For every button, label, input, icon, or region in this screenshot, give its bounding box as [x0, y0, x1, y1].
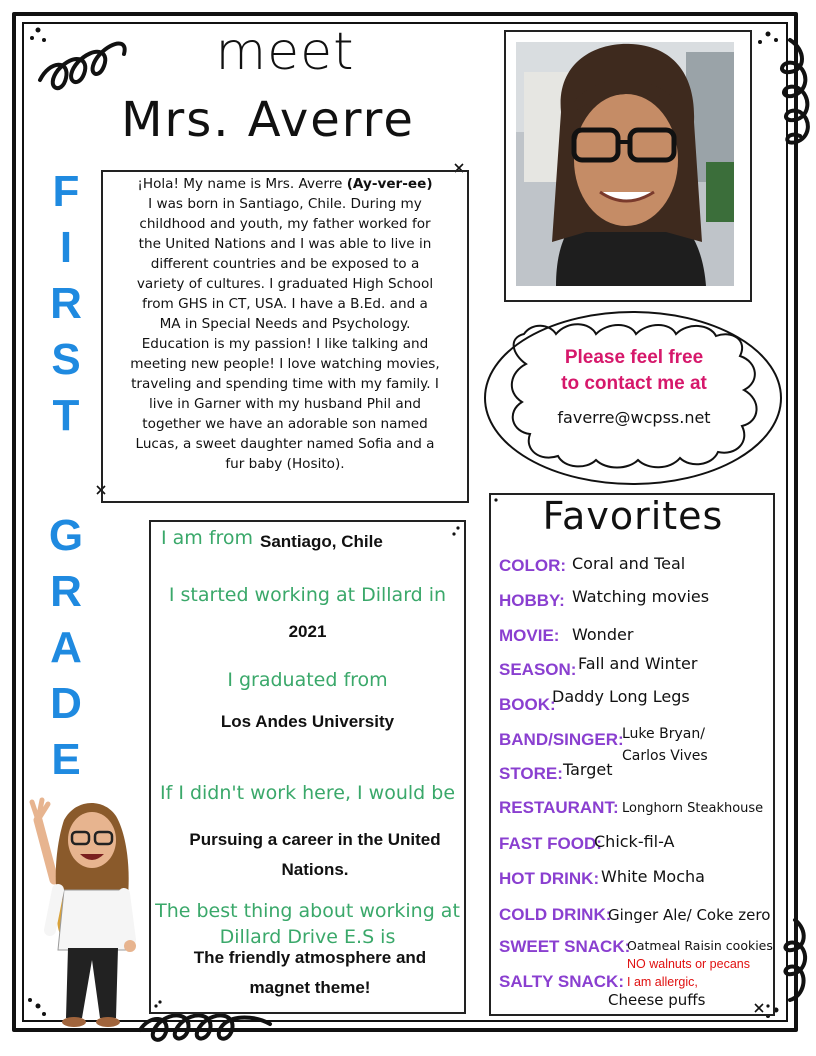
favorite-value-salty-snack: Cheese puffs — [608, 991, 706, 1009]
bio-greeting-line: ¡Hola! My name is Mrs. Averre (Ay-ver-ee) — [137, 176, 433, 192]
from-value: Santiago, Chile — [260, 532, 383, 551]
favorites-title: Favorites — [542, 494, 724, 538]
career-value-line1: Pursuing a career in the United — [189, 830, 441, 849]
favorite-value-cold-drink: Ginger Ale/ Coke zero — [608, 906, 771, 924]
contact-cloud-frame — [478, 304, 788, 490]
favorite-value-season: Fall and Winter — [578, 654, 698, 673]
best-thing-value — [160, 943, 460, 1003]
letter-a: A — [50, 623, 82, 672]
graduated-value: Los Andes University — [220, 712, 395, 731]
bio-line: traveling and spending time with my family. I — [131, 376, 439, 392]
favorite-label-book: BOOK: — [499, 695, 556, 714]
bio-line: the United Nations and I was able to live in — [138, 236, 432, 252]
bio-line: Education is my passion! I like talking and — [141, 336, 429, 352]
teacher-avatar-illustration — [24, 790, 140, 1030]
favorite-label-restaurant: RESTAURANT: — [499, 798, 619, 817]
favorite-value-hot-drink: White Mocha — [601, 867, 705, 886]
favorite-value-hobby: Watching movies — [572, 587, 710, 606]
favorite-value-color: Coral and Teal — [572, 554, 686, 573]
favorite-label-color: COLOR: — [499, 556, 567, 575]
allergy-note-allergic: I am allergic, — [627, 975, 698, 989]
letter-t: T — [52, 391, 80, 440]
bio-line: together we have an adorable son named — [142, 416, 428, 432]
favorite-value-fast-food: Chick-fil-A — [594, 832, 675, 851]
best-thing-label-line1: The best thing about working at — [155, 900, 460, 922]
bio-line: I was born in Santiago, Chile. During my — [148, 196, 422, 212]
favorite-label-cold-drink: COLD DRINK: — [499, 905, 612, 924]
bio-line: from GHS in CT, USA. I have a B.Ed. and a — [142, 296, 428, 312]
letter-d: D — [50, 679, 82, 728]
from-label: I am from — [161, 527, 254, 549]
bio-line: live in Garner with my husband Phil and — [149, 396, 421, 412]
favorite-label-season: SEASON: — [499, 660, 577, 679]
letter-f: F — [52, 167, 80, 216]
career-value — [160, 825, 470, 885]
letter-e: E — [51, 735, 81, 784]
teacher-photo — [516, 42, 734, 286]
meet-heading: meet — [215, 22, 355, 82]
letter-r: R — [50, 567, 82, 616]
favorite-label-salty-snack: SALTY SNACK: — [499, 972, 624, 991]
favorite-value-band-singer-1: Luke Bryan/ — [622, 726, 705, 742]
favorite-value-movie: Wonder — [572, 625, 634, 644]
favorite-value-sweet-snack: Oatmeal Raisin cookies — [627, 938, 773, 953]
best-thing-label-line2: Dillard Drive E.S is — [219, 926, 396, 948]
favorite-label-sweet-snack: SWEET SNACK: — [499, 937, 631, 956]
letter-i: I — [59, 223, 73, 272]
favorite-label-movie: MOVIE: — [499, 626, 560, 645]
favorite-label-hobby: HOBBY: — [499, 591, 565, 610]
bio-line: MA in Special Needs and Psychology. — [159, 316, 411, 332]
bio-line: different countries and be exposed to a — [150, 256, 420, 272]
bio-line: Lucas, a sweet daughter named Sofia and a — [135, 436, 435, 452]
started-label: I started working at Dillard in — [168, 584, 447, 606]
favorite-label-band-singer: BAND/SINGER: — [499, 730, 624, 749]
started-value: 2021 — [288, 622, 327, 641]
email-link[interactable]: faverre@wcpss.net — [557, 408, 711, 427]
favorite-label-hot-drink: HOT DRINK: — [499, 869, 600, 888]
best-thing-value-line2: magnet theme! — [249, 978, 371, 997]
allergy-note-nuts: NO walnuts or pecans — [627, 957, 750, 971]
letter-s: S — [51, 335, 81, 384]
graduated-label: I graduated from — [227, 669, 388, 691]
favorite-label-fast-food: FAST FOOD: — [499, 834, 602, 853]
vertical-word-first — [44, 164, 88, 444]
pronunciation: (Ay-ver-ee) — [346, 176, 433, 192]
career-label: If I didn't work here, I would be — [159, 782, 456, 804]
favorite-value-restaurant: Longhorn Steakhouse — [622, 801, 764, 816]
favorite-value-band-singer-2: Carlos Vives — [622, 748, 708, 764]
letter-g: G — [48, 511, 84, 560]
contact-heading-line1: Please feel free — [564, 347, 704, 368]
bio-line: childhood and youth, my father worked for — [139, 216, 431, 232]
contact-heading-line2: to contact me at — [561, 373, 707, 394]
career-value-line2: Nations. — [281, 860, 349, 879]
teacher-name-title: Mrs. Averre — [121, 92, 415, 148]
letter-r: R — [50, 279, 82, 328]
favorite-value-store: Target — [563, 760, 613, 779]
bio-text — [106, 174, 464, 474]
contact-heading — [528, 345, 740, 397]
bio-line: variety of cultures. I graduated High School — [136, 276, 434, 292]
favorite-value-book: Daddy Long Legs — [552, 687, 690, 706]
bio-line: fur baby (Hosito). — [225, 456, 345, 472]
vertical-word-grade — [44, 508, 88, 788]
best-thing-value-line1: The friendly atmosphere and — [193, 948, 427, 967]
favorite-label-store: STORE: — [499, 764, 563, 783]
bio-line: meeting new people! I love watching movies, — [130, 356, 440, 372]
